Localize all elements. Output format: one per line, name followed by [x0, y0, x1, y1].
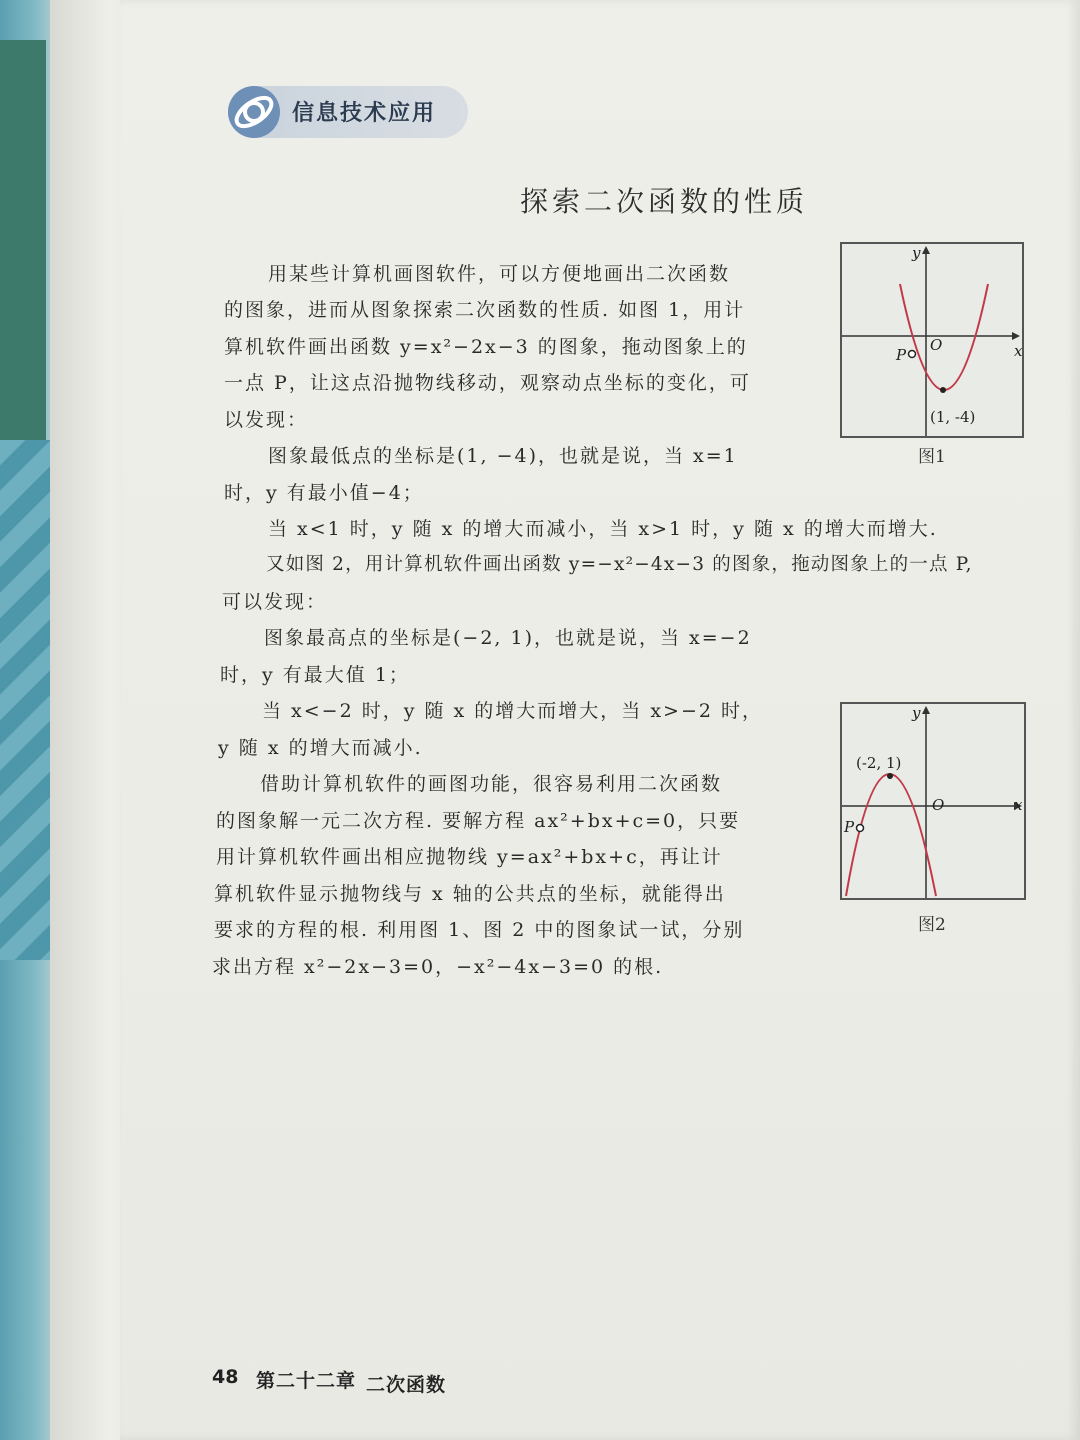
text-line: 算机软件画出函数 y=x²−2x−3 的图象，拖动图象上的	[224, 336, 748, 358]
vertex-label: (1, -4)	[930, 408, 976, 426]
text-line: 可以发现：	[222, 591, 328, 613]
axis-label-y: y	[912, 244, 921, 262]
text-line: 当 x<1 时，y 随 x 的增大而减小，当 x>1 时，y 随 x 的增大而增大.	[268, 518, 938, 540]
text-line: 当 x<−2 时，y 随 x 的增大而增大，当 x>−2 时，	[262, 700, 764, 722]
parabola-curve	[900, 284, 988, 390]
page-title: 探索二次函数的性质	[520, 185, 809, 218]
parabola-curve	[846, 774, 936, 896]
text-line: 图象最高点的坐标是(−2, 1)，也就是说，当 x=−2	[264, 627, 752, 649]
desk-block	[0, 40, 46, 460]
figure-1-caption: 图1	[918, 447, 946, 467]
moving-point-p	[909, 351, 916, 358]
figure-2	[840, 702, 1026, 900]
vertex-point	[940, 387, 946, 393]
vertex-point	[887, 773, 893, 779]
atom-orbit-icon	[226, 84, 282, 140]
chapter-label: 第二十二章	[256, 1370, 357, 1392]
y-axis-arrow	[922, 706, 930, 714]
y-axis-arrow	[922, 246, 930, 254]
figure-2-caption: 图2	[918, 915, 946, 935]
axis-label-x: x	[1014, 796, 1023, 814]
origin-label: O	[932, 796, 945, 814]
point-label-p: P	[844, 818, 855, 836]
figure-1	[840, 242, 1024, 438]
figure-1-graph	[842, 244, 1022, 436]
text-line: 用某些计算机画图软件，可以方便地画出二次函数	[268, 263, 731, 285]
axis-label-y: y	[912, 704, 921, 722]
section-label: 信息技术应用	[292, 101, 437, 126]
x-axis-arrow	[1012, 332, 1020, 340]
text-line: 借助计算机软件的画图功能，很容易利用二次函数	[260, 773, 723, 795]
text-line: 图象最低点的坐标是(1, −4)，也就是说，当 x=1	[268, 445, 738, 467]
text-line: 的图象，进而从图象探索二次函数的性质. 如图 1，用计	[224, 299, 746, 321]
text-line: 又如图 2，用计算机软件画出函数 y=−x²−4x−3 的图象，拖动图象上的一点 P,	[266, 554, 973, 575]
text-line: 时，y 有最大值 1；	[220, 664, 410, 686]
chapter-topic: 二次函数	[366, 1374, 447, 1396]
moving-point-p	[857, 825, 864, 832]
point-label-p: P	[896, 346, 907, 364]
text-line: 以发现：	[224, 409, 309, 431]
text-line: 时，y 有最小值−4；	[224, 482, 424, 504]
text-line: 算机软件显示抛物线与 x 轴的公共点的坐标，就能得出	[214, 883, 726, 905]
text-line: 的图象解一元二次方程. 要解方程 ax²+bx+c=0，只要	[216, 810, 741, 832]
text-line: 要求的方程的根. 利用图 1、图 2 中的图象试一试，分别	[214, 919, 745, 941]
text-line: 一点 P，让这点沿抛物线移动，观察动点坐标的变化，可	[224, 372, 751, 394]
axis-label-x: x	[1014, 342, 1022, 360]
origin-label: O	[930, 336, 943, 354]
text-line: 求出方程 x²−2x−3=0，−x²−4x−3=0 的根.	[212, 956, 664, 978]
figure-2-graph	[842, 704, 1024, 898]
text-line: 用计算机软件画出相应抛物线 y=ax²+bx+c，再让计	[216, 846, 723, 868]
text-line: y 随 x 的增大而减小.	[218, 737, 423, 759]
page-number: 48	[212, 1366, 239, 1388]
vertex-label: (-2, 1)	[856, 754, 902, 772]
